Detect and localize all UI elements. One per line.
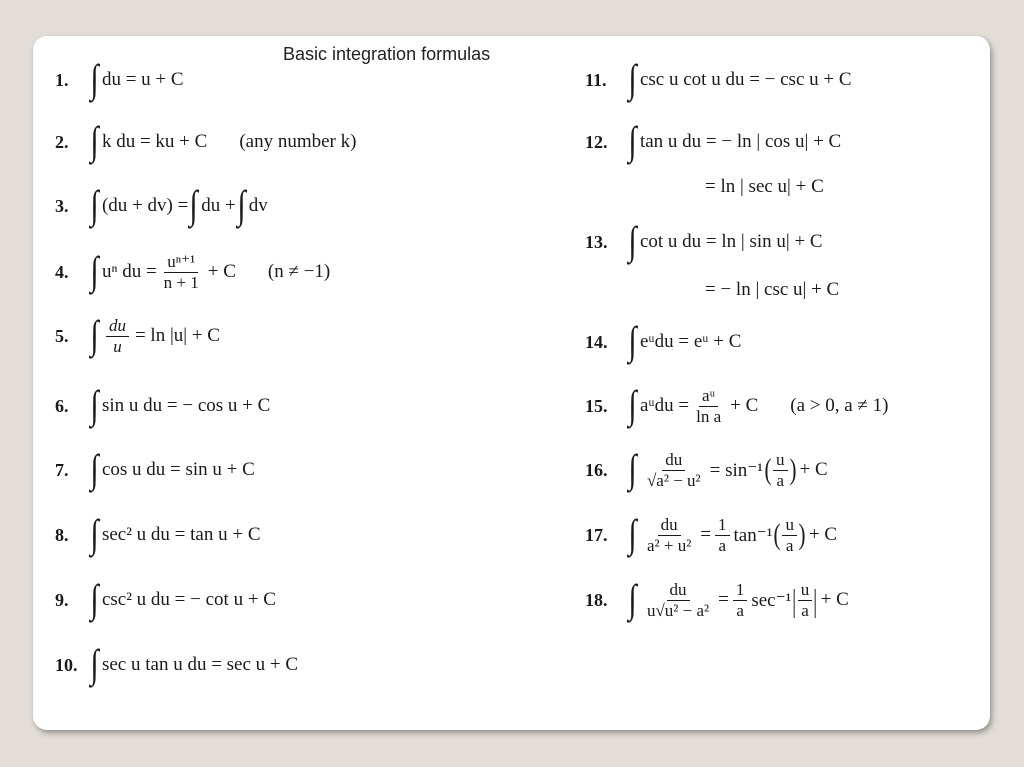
fraction — [106, 317, 129, 356]
fraction — [644, 581, 712, 620]
integral-sign-icon: ∫ — [90, 511, 99, 556]
fraction — [693, 387, 724, 426]
left-paren: ( — [764, 453, 772, 486]
formula-condition: (any number k) — [239, 131, 357, 152]
right-paren: ) — [798, 518, 806, 551]
fraction-numerator: 1 — [715, 516, 730, 536]
fraction-denominator: n + 1 — [163, 272, 199, 292]
left-abs-bar: | — [792, 582, 797, 618]
formula-4 — [55, 244, 330, 300]
paren-fraction — [782, 516, 797, 555]
formula-condition: (a > 0, a ≠ 1) — [790, 395, 889, 416]
fraction-denominator: u√u² − a² — [646, 600, 710, 620]
formula-number: 13. — [585, 231, 608, 252]
fraction-numerator: u — [773, 451, 788, 471]
formula-number: 7. — [55, 459, 69, 480]
formula-body: sec² u du = tan u + C — [101, 524, 261, 545]
fraction-numerator: 1 — [733, 581, 748, 601]
formula-number: 14. — [585, 331, 608, 352]
formula-tail: = sin⁻¹ — [709, 459, 763, 481]
integral-sign-icon: ∫ — [90, 382, 99, 427]
formula-body: eᵘdu = eᵘ + C — [639, 331, 742, 352]
formula-number: 12. — [585, 131, 608, 152]
fraction — [161, 253, 202, 292]
paren-fraction — [773, 451, 788, 490]
abs-fraction — [798, 581, 813, 620]
integral-sign-icon: ∫ — [90, 446, 99, 491]
formula-body: k du = ku + C — [101, 131, 208, 152]
formula-13-continuation: = − ln | csc u| + C — [705, 279, 840, 300]
formula-number: 4. — [55, 261, 69, 282]
function-name: sec⁻¹ — [751, 589, 792, 611]
formula-number: 16. — [585, 459, 608, 480]
formula-body: uⁿ du = — [101, 261, 157, 282]
formula-body: cos u du = sin u + C — [101, 459, 255, 480]
formula-tail: + C — [730, 395, 759, 416]
formula-body: cot u du = ln | sin u| + C — [639, 231, 823, 252]
coefficient-fraction — [715, 516, 730, 555]
fraction-denominator: a — [736, 600, 744, 620]
coefficient-fraction — [733, 581, 748, 620]
formula-9 — [55, 572, 276, 628]
formula-condition: (n ≠ −1) — [267, 261, 331, 282]
formula-7 — [55, 442, 255, 498]
formula-body: sin u du = − cos u + C — [101, 395, 271, 416]
fraction-denominator: a — [718, 535, 727, 555]
integral-sign-icon: ∫ — [90, 56, 99, 101]
formula-tail: = — [718, 589, 729, 610]
fraction-denominator: u — [113, 336, 122, 356]
fraction-numerator: du — [106, 317, 129, 337]
fraction-numerator: du — [658, 516, 681, 536]
fraction — [644, 451, 704, 490]
formula-body: (du + dv) = — [101, 195, 189, 216]
formula-number: 10. — [55, 654, 78, 675]
formula-12 — [585, 114, 841, 170]
formula-6 — [55, 378, 270, 434]
formula-body: tan u du = − ln | cos u| + C — [639, 131, 842, 152]
formula-tail: = — [700, 524, 712, 545]
integral-sign-icon: ∫ — [90, 248, 99, 293]
formula-body: sec u tan u du = sec u + C — [101, 654, 299, 675]
integral-sign-icon: ∫ — [90, 576, 99, 621]
formula-end: + C — [808, 524, 838, 545]
integral-sign-icon: ∫ — [628, 446, 637, 491]
formula-13 — [585, 214, 823, 270]
integral-sign-icon: ∫ — [90, 182, 99, 227]
formula-3 — [55, 178, 268, 234]
slide-title: Basic integration formulas — [283, 44, 491, 64]
formula-number: 1. — [55, 69, 69, 90]
integral-sign-icon: ∫ — [90, 312, 99, 357]
formula-number: 11. — [585, 69, 607, 90]
formula-number: 8. — [55, 524, 69, 545]
integral-sign-icon: ∫ — [189, 182, 198, 227]
formula-number: 17. — [585, 524, 608, 545]
formula-number: 15. — [585, 395, 608, 416]
fraction-numerator: u — [798, 581, 813, 601]
integral-sign-icon: ∫ — [628, 118, 637, 163]
integral-sign-icon: ∫ — [237, 182, 246, 227]
fraction-numerator: du — [662, 451, 685, 471]
formula-tail: + C — [207, 261, 236, 282]
fraction-numerator: aᵘ — [699, 387, 718, 407]
formula-5 — [55, 308, 220, 364]
formula-number: 18. — [585, 589, 608, 610]
formula-16 — [585, 442, 828, 498]
formula-18 — [585, 572, 849, 628]
formula-14 — [585, 314, 741, 370]
formula-end: + C — [799, 459, 828, 480]
formula-17 — [585, 507, 837, 563]
fraction-numerator: u — [782, 516, 797, 536]
formula-2 — [55, 114, 356, 170]
formula-body: aᵘdu = — [639, 395, 690, 416]
integral-sign-icon: ∫ — [90, 641, 99, 686]
slide — [33, 36, 990, 730]
fraction-denominator: a — [801, 600, 809, 620]
integral-sign-icon: ∫ — [628, 318, 637, 363]
fraction-denominator: a — [785, 535, 794, 555]
formula-number: 6. — [55, 395, 69, 416]
formula-15 — [585, 378, 888, 434]
integral-sign-icon: ∫ — [628, 511, 637, 556]
formula-number: 5. — [55, 325, 69, 346]
formula-end: dv — [248, 195, 268, 216]
fraction-denominator: ln a — [696, 406, 722, 426]
formula-body: csc u cot u du = − csc u + C — [639, 69, 852, 90]
right-abs-bar: | — [813, 582, 818, 618]
integral-sign-icon: ∫ — [628, 218, 637, 263]
formula-number: 3. — [55, 195, 69, 216]
formula-number: 2. — [55, 131, 69, 152]
formula-11 — [585, 52, 852, 108]
fraction-numerator: du — [667, 581, 690, 601]
integral-sign-icon: ∫ — [628, 576, 637, 621]
formula-tail: = ln |u| + C — [134, 325, 220, 346]
formula-body: csc² u du = − cot u + C — [101, 589, 276, 610]
fraction-denominator: √a² − u² — [646, 470, 701, 490]
formula-mid: du + — [201, 195, 236, 216]
formula-8 — [55, 507, 261, 563]
formula-10 — [55, 637, 298, 693]
fraction — [644, 516, 694, 555]
formula-end: + C — [820, 589, 849, 610]
fraction-denominator: a² + u² — [646, 535, 692, 555]
integral-sign-icon: ∫ — [628, 56, 637, 101]
fraction-numerator: uⁿ⁺¹ — [164, 253, 198, 273]
right-paren: ) — [789, 453, 796, 486]
fraction-denominator: a — [776, 470, 785, 490]
function-name: tan⁻¹ — [733, 524, 773, 546]
formula-body: du = u + C — [101, 69, 184, 90]
left-paren: ( — [773, 518, 781, 551]
integral-sign-icon: ∫ — [628, 382, 637, 427]
integral-sign-icon: ∫ — [90, 118, 99, 163]
formula-12-continuation: = ln | sec u| + C — [705, 176, 824, 197]
formula-number: 9. — [55, 589, 69, 610]
formula-1 — [55, 52, 184, 108]
